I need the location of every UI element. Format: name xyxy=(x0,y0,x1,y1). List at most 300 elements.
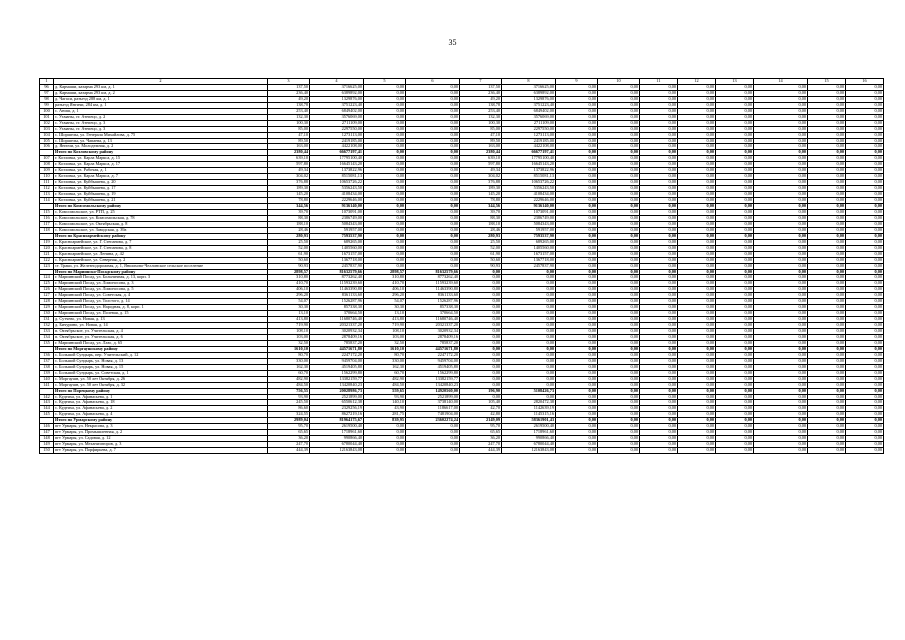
table-row-cell: 3576069,00 xyxy=(502,114,556,120)
table-row-cell: 0,00 xyxy=(754,132,808,138)
table-row-cell: 0,00 xyxy=(502,358,556,364)
table-row-cell: 52,00 xyxy=(460,245,502,251)
table-row-cell: 0,00 xyxy=(598,138,640,144)
table-row-cell: 1718961,60 xyxy=(502,430,556,436)
table-row-cell: 52,00 xyxy=(268,245,310,251)
table-row-cell: 116 xyxy=(40,215,54,221)
table-row-cell: 0,00 xyxy=(556,299,598,305)
table-row-cell: 0,00 xyxy=(640,90,678,96)
table-row-cell: 3738140,00 xyxy=(406,400,460,406)
subtotal-row-cell: 9136140,00 xyxy=(310,204,364,210)
table-row-cell: 0,00 xyxy=(716,370,754,376)
table-row-cell: д. Кармаши, казарма 293 км, д. 1 xyxy=(54,84,268,90)
table-row-cell: 0,00 xyxy=(406,108,460,114)
table-row-cell: 0,00 xyxy=(754,370,808,376)
table-row-cell: 0,00 xyxy=(640,138,678,144)
table-row-cell: 0,00 xyxy=(598,126,640,132)
table-row-cell: 0,00 xyxy=(364,227,406,233)
table-row-cell: 0,00 xyxy=(364,90,406,96)
table-row-cell: 0,00 xyxy=(678,275,716,281)
table-row-cell: 0,00 xyxy=(754,364,808,370)
table-row-cell: 0,00 xyxy=(716,287,754,293)
table-row-cell: 123 xyxy=(40,263,54,269)
table-row-cell: 0,00 xyxy=(460,281,502,287)
table-row-cell: 482,90 xyxy=(364,376,406,382)
table-row-cell: с. Красноармейское, ул. Ленина, д. 42 xyxy=(54,251,268,257)
table-row-cell: 137 xyxy=(40,358,54,364)
table-row-cell: 0,00 xyxy=(808,96,846,102)
table-row-cell: 0,00 xyxy=(598,144,640,150)
table-row-cell: 0,00 xyxy=(640,412,678,418)
table-row-cell: 0,00 xyxy=(640,281,678,287)
table-row-cell: с. Комсомольское, ул. Заводская, д. 39а xyxy=(54,227,268,233)
table-row-cell: 150 xyxy=(40,448,54,454)
table-row-cell: 61,90 xyxy=(460,251,502,257)
table-row-cell: 370664,50 xyxy=(310,311,364,317)
table-row-cell: 0,00 xyxy=(846,340,884,346)
table-row-cell: 11593239,60 xyxy=(310,281,364,287)
header-row-cell: 6 xyxy=(406,79,460,85)
table-row-cell: 0,00 xyxy=(460,275,502,281)
table-row-cell: 149 xyxy=(40,442,54,448)
table-row-cell: 0,00 xyxy=(364,156,406,162)
table-row-cell: 0,00 xyxy=(846,257,884,263)
subtotal-row-cell: 0,00 xyxy=(556,418,598,424)
table-row-cell: 0,00 xyxy=(640,209,678,215)
table-row-cell: 0,00 xyxy=(716,394,754,400)
subtotal-row-cell: 0,00 xyxy=(808,388,846,394)
table-row-cell: 0,00 xyxy=(406,448,460,454)
table-row-cell: 0,00 xyxy=(808,334,846,340)
table-row-cell: 0,00 xyxy=(598,412,640,418)
table-row-cell: 0,00 xyxy=(716,126,754,132)
table-row-cell: 0,00 xyxy=(716,436,754,442)
subtotal-row-cell: 0,00 xyxy=(716,233,754,239)
table-row-cell: 32,50 xyxy=(268,340,310,346)
table-row-cell: 639,10 xyxy=(460,156,502,162)
table-row-cell: с. Кудеиха, ул. Афанасьева, д. 2 xyxy=(54,406,268,412)
table-row-cell: 0,00 xyxy=(678,198,716,204)
table-row-cell: 105,40 xyxy=(460,400,502,406)
subtotal-row-cell: 756,55 xyxy=(268,388,310,394)
table-row-cell: 310,80 xyxy=(364,275,406,281)
table-row-cell: 2419185,00 xyxy=(310,138,364,144)
table-row-cell: 2711109,00 xyxy=(502,120,556,126)
header-row-cell: 16 xyxy=(846,79,884,85)
subtotal-row-cell: 0,00 xyxy=(640,150,678,156)
table-row-cell: с. Большой Сундырь, пер. Учительский, д. 12 xyxy=(54,352,268,358)
header-row-cell: 7 xyxy=(460,79,502,85)
table-row-cell: 0,00 xyxy=(556,245,598,251)
table-row-cell: ст. Траки, ул. Железнодорожная, д. 1, Яншихово-Челлинское сельское поселение xyxy=(54,263,268,269)
table-row-cell: 0,00 xyxy=(716,186,754,192)
table-row-cell: 0,00 xyxy=(406,239,460,245)
table-row-cell: 0,00 xyxy=(406,209,460,215)
table-row-cell: 0,00 xyxy=(640,317,678,323)
table-row-cell: 4422108,00 xyxy=(310,144,364,150)
table-row-cell: 0,00 xyxy=(678,293,716,299)
table-row-cell: 0,00 xyxy=(406,186,460,192)
table-row-cell: 42,80 xyxy=(460,412,502,418)
table-row-cell: 0,00 xyxy=(460,317,502,323)
table-row-cell: 28,46 xyxy=(460,227,502,233)
table-row-cell: 0,00 xyxy=(808,186,846,192)
table-row-cell: 0,00 xyxy=(678,299,716,305)
subtotal-row-cell: 0,00 xyxy=(808,150,846,156)
table-row-cell: 0,00 xyxy=(846,174,884,180)
table-row-cell: 0,00 xyxy=(556,132,598,138)
table-row-cell: 47,10 xyxy=(268,132,310,138)
table-row-cell: с. Большой Сундырь, ул. Новая, д. 15 xyxy=(54,364,268,370)
table-row-cell: 0,00 xyxy=(846,90,884,96)
table-row-cell: с. Красноармейское, ул. Северная, д. 2 xyxy=(54,257,268,263)
table-row-cell: 0,00 xyxy=(808,323,846,329)
subtotal-row-cell: Итого по Мариинско-Посадскому району xyxy=(54,269,268,275)
table-row-cell: 0,00 xyxy=(808,394,846,400)
table-row-cell: 0,00 xyxy=(556,275,598,281)
header-row-cell: 2 xyxy=(54,79,268,85)
table-row-cell: 0,00 xyxy=(364,180,406,186)
table-row-cell: 3576069,00 xyxy=(310,114,364,120)
table-row-cell: 0,00 xyxy=(502,317,556,323)
table-row-cell: 597,80 xyxy=(460,162,502,168)
table-row-cell: 0,00 xyxy=(716,221,754,227)
table-row-cell: 0,00 xyxy=(640,96,678,102)
subtotal-row-cell: 559,65 xyxy=(364,388,406,394)
table-row-cell: 0,00 xyxy=(406,138,460,144)
subtotal-row-cell: 2380,44 xyxy=(268,150,310,156)
table-row-cell: 0,00 xyxy=(598,257,640,263)
table-row-cell: 444,39 xyxy=(268,448,310,454)
table-row-cell: 0,00 xyxy=(808,192,846,198)
table-row-cell: 6389892,00 xyxy=(502,90,556,96)
table-row-cell: г. Мариинский Посад, ул. Полевая, д. 15 xyxy=(54,311,268,317)
table-row-cell: 0,00 xyxy=(716,90,754,96)
table-row-cell: 0,00 xyxy=(460,334,502,340)
table-row-cell: 0,00 xyxy=(678,281,716,287)
table-row-cell: 0,00 xyxy=(754,281,808,287)
table-row-cell: 0,00 xyxy=(808,382,846,388)
table-row-cell: 117 xyxy=(40,221,54,227)
table-row-cell: 0,00 xyxy=(364,257,406,263)
table-row-cell: 163,00 xyxy=(268,144,310,150)
table-row-cell: 137,50 xyxy=(460,84,502,90)
table-row-cell: 719,90 xyxy=(268,323,310,329)
table-row-cell: 0,00 xyxy=(754,442,808,448)
table-row-cell: 370664,50 xyxy=(406,311,460,317)
table-row-cell: 0,00 xyxy=(598,358,640,364)
header-row-cell: 14 xyxy=(754,79,808,85)
table-row-cell: 0,00 xyxy=(640,162,678,168)
table-row-cell: 0,00 xyxy=(716,406,754,412)
subtotal-row-cell: 280,93 xyxy=(460,233,502,239)
table-row-cell: 0,00 xyxy=(808,221,846,227)
table-row-cell: 97 xyxy=(40,90,54,96)
table-row-cell: 376,88 xyxy=(460,180,502,186)
subtotal-row-cell: 0,00 xyxy=(846,388,884,394)
table-row-cell: 0,00 xyxy=(678,334,716,340)
subtotal-row-cell: 0,00 xyxy=(640,388,678,394)
table-row-cell: 145 xyxy=(40,412,54,418)
table-row-cell: 0,00 xyxy=(406,156,460,162)
header-row-cell: 5 xyxy=(364,79,406,85)
table-row-cell: 0,00 xyxy=(502,382,556,388)
table-row-cell: 0,00 xyxy=(364,96,406,102)
table-row-cell: 133 xyxy=(40,329,54,335)
table-row-cell: г. Мариинский Посад, ул. Советская, д. 4 xyxy=(54,293,268,299)
table-row-cell: 0,00 xyxy=(556,424,598,430)
table-row-cell: 0,00 xyxy=(846,430,884,436)
table-row-cell: 124 xyxy=(40,275,54,281)
table-row-cell: 0,00 xyxy=(406,168,460,174)
table-row-cell: 0,00 xyxy=(808,132,846,138)
table-row-cell: 0,00 xyxy=(460,293,502,299)
table-row-cell: 1142639,19 xyxy=(502,406,556,412)
table-row-cell: 0,00 xyxy=(678,323,716,329)
table-row-cell: г. Козловка, ул. Куйбышева, д. 19 xyxy=(54,192,268,198)
table-row-cell: 0,00 xyxy=(556,305,598,311)
table-row-cell: 0,00 xyxy=(808,406,846,412)
table-row-cell: г. Мариинский Посад, ул. Ломоносова, д. 3 xyxy=(54,281,268,287)
table-row-cell: 114 xyxy=(40,198,54,204)
subtotal-row-cell: 0,00 xyxy=(406,150,460,156)
table-row-cell: 32,50 xyxy=(364,340,406,346)
table-row-cell: 50,60 xyxy=(460,257,502,263)
table-row-cell: 0,00 xyxy=(598,406,640,412)
table-row-cell: 0,00 xyxy=(678,209,716,215)
table-row-cell: 0,00 xyxy=(598,317,640,323)
table-row-cell: 0,00 xyxy=(460,340,502,346)
table-row-cell: 639,10 xyxy=(268,156,310,162)
table-row-cell: 85,00 xyxy=(268,126,310,132)
table-row-cell: 1718961,60 xyxy=(310,430,364,436)
table-row-cell: 857338,30 xyxy=(406,305,460,311)
table-row-cell: 0,00 xyxy=(598,394,640,400)
table-row-cell: 0,00 xyxy=(754,340,808,346)
table-row-cell: 0,00 xyxy=(808,144,846,150)
table-row-cell: 0,00 xyxy=(598,352,640,358)
table-row-cell: 2386749,00 xyxy=(310,215,364,221)
subtotal-row-cell: 0,00 xyxy=(598,418,640,424)
table-row-cell: 0,00 xyxy=(556,168,598,174)
table-row-cell: 5084343,00 xyxy=(502,221,556,227)
table-row-cell: 0,00 xyxy=(716,263,754,269)
table-row-cell: 0,00 xyxy=(364,132,406,138)
table-row-cell: 406,10 xyxy=(364,287,406,293)
table-row-cell: 0,00 xyxy=(598,311,640,317)
table-row-cell: 0,00 xyxy=(556,370,598,376)
subtotal-row-cell: 2898,57 xyxy=(268,269,310,275)
table-row-cell: 0,00 xyxy=(598,174,640,180)
subtotal-row-cell: Итого по Моргаушскому району xyxy=(54,346,268,352)
table-row-cell: 0,00 xyxy=(556,257,598,263)
table-row-cell: 90,93 xyxy=(460,263,502,269)
table-row-cell: пгт Урмары, ул. Садовая, д. 12 xyxy=(54,436,268,442)
table-row-cell: 0,00 xyxy=(640,275,678,281)
table-row-cell: с. Шоршелы, ул. Генерала Михайлова, д. 75 xyxy=(54,132,268,138)
table-row-cell: 0,00 xyxy=(678,424,716,430)
table-row-cell: 0,00 xyxy=(406,96,460,102)
table-row-cell: 0,00 xyxy=(556,102,598,108)
table-row-cell: 304,02 xyxy=(460,174,502,180)
table-row-cell: 0,00 xyxy=(556,340,598,346)
table-row-cell: 0,00 xyxy=(640,114,678,120)
table-row-cell: 0,00 xyxy=(754,227,808,233)
table-row-cell: 0,00 xyxy=(640,394,678,400)
subtotal-row-cell: 0,00 xyxy=(808,204,846,210)
table-row-cell: 0,00 xyxy=(640,305,678,311)
table-row-cell: 0,00 xyxy=(716,352,754,358)
table-row-cell: 2247172,20 xyxy=(406,352,460,358)
table-row-cell: 0,00 xyxy=(678,442,716,448)
subtotal-row-cell: 1610,10 xyxy=(364,346,406,352)
table-row-cell: 0,00 xyxy=(640,352,678,358)
table-row-cell: 0,00 xyxy=(640,245,678,251)
table-row-cell: 0,00 xyxy=(598,305,640,311)
table-row-cell: 0,00 xyxy=(598,168,640,174)
table-row-cell: 719,90 xyxy=(364,323,406,329)
subtotal-row-cell: Итого по Козловскому району xyxy=(54,150,268,156)
table-row-cell: 0,00 xyxy=(716,227,754,233)
table-row-cell: 0,00 xyxy=(754,406,808,412)
table-row-cell: 0,00 xyxy=(460,299,502,305)
table-row-cell: 5084343,00 xyxy=(310,221,364,227)
table-row-cell: 0,00 xyxy=(640,257,678,263)
table-row-cell: 188,10 xyxy=(460,221,502,227)
subtotal-row-cell: 0,00 xyxy=(460,269,502,275)
subtotal-row-cell: 7593537,90 xyxy=(502,233,556,239)
table-row-cell: 0,00 xyxy=(754,215,808,221)
subtotal-row-cell: 0,00 xyxy=(598,388,640,394)
table-row-cell: 0,00 xyxy=(808,90,846,96)
table-row-cell: 0,00 xyxy=(678,430,716,436)
table-row-cell: 1073091,00 xyxy=(502,209,556,215)
table-row-cell: 0,00 xyxy=(406,227,460,233)
table-row-cell: 0,00 xyxy=(808,430,846,436)
table-row-cell: 0,00 xyxy=(406,257,460,263)
table-row-cell: 65,65 xyxy=(460,430,502,436)
table-row-cell: 0,00 xyxy=(556,311,598,317)
table-row-cell: 0,00 xyxy=(678,317,716,323)
table-row-cell: 0,00 xyxy=(678,364,716,370)
subtotal-row-cell: 280,93 xyxy=(268,233,310,239)
table-row-cell: 0,00 xyxy=(640,221,678,227)
table-row-cell: 0,00 xyxy=(556,358,598,364)
table-row-cell: 0,00 xyxy=(406,102,460,108)
table-row-cell: 484,50 xyxy=(268,382,310,388)
table-row-cell: 0,00 xyxy=(406,215,460,221)
table-row-cell: 115 xyxy=(40,209,54,215)
table-row-cell: 0,00 xyxy=(716,299,754,305)
table-row-cell: 0,00 xyxy=(678,376,716,382)
table-row-cell: 0,00 xyxy=(640,406,678,412)
subtotal-row-cell: 23602274,24 xyxy=(406,418,460,424)
subtotal-row-cell: 0,00 xyxy=(364,150,406,156)
table-row-cell: 0,00 xyxy=(716,215,754,221)
table-row-cell: 0,00 xyxy=(716,144,754,150)
table-row-cell: 132,30 xyxy=(460,114,502,120)
table-row-cell: 3020932,34 xyxy=(406,329,460,335)
table-row-cell: 0,00 xyxy=(846,102,884,108)
table-row-cell: 0,00 xyxy=(598,334,640,340)
table-row-cell: 0,00 xyxy=(640,84,678,90)
table-row-cell: д. Бичурино, ул. Новая, д. 14 xyxy=(54,323,268,329)
table-row-cell: с. Шоршелы, ул. Чапаева, д. 13 xyxy=(54,138,268,144)
table-row-cell: 0,00 xyxy=(502,334,556,340)
table-row-cell: 0,00 xyxy=(716,358,754,364)
table-row-cell: 0,00 xyxy=(678,227,716,233)
table-row-cell: 0,00 xyxy=(846,108,884,114)
subtotal-row-cell: 2898,57 xyxy=(364,269,406,275)
table-row-cell: 108,10 xyxy=(268,329,310,335)
table-row-cell: 0,00 xyxy=(640,430,678,436)
subtotal-row-cell: 66677197,41 xyxy=(502,150,556,156)
table-row-cell: 0,00 xyxy=(640,424,678,430)
table-row-cell: 0,00 xyxy=(460,376,502,382)
subtotal-row-cell: 0,00 xyxy=(364,204,406,210)
table-row-cell: 0,00 xyxy=(406,180,460,186)
table-row-cell: 142 xyxy=(40,394,54,400)
table-row-cell: 1329876,00 xyxy=(502,96,556,102)
table-row-cell: 0,00 xyxy=(460,311,502,317)
table-row-cell: 90,93 xyxy=(268,263,310,269)
table-row-cell: 0,00 xyxy=(716,138,754,144)
table-row-cell: 100,30 xyxy=(460,120,502,126)
table-row-cell: 147 xyxy=(40,430,54,436)
table-row-cell: 0,00 xyxy=(598,382,640,388)
table-row-cell: 11463390,80 xyxy=(406,287,460,293)
subtotal-row-cell: 0,00 xyxy=(846,233,884,239)
table-row-cell: с. Большой Сундырь, ул. Новая, д. 13 xyxy=(54,358,268,364)
table-row-cell: 0,00 xyxy=(846,299,884,305)
subtotal-row-cell: 0,00 xyxy=(598,150,640,156)
table-row-cell: 125 xyxy=(40,281,54,287)
table-row-cell: 0,00 xyxy=(754,192,808,198)
subtotal-row-cell: 0,00 xyxy=(678,204,716,210)
table-row-cell: 0,00 xyxy=(556,442,598,448)
table-row-cell: 0,00 xyxy=(846,138,884,144)
table-row-cell: 0,00 xyxy=(640,334,678,340)
subtotal-row-cell: 44571671,80 xyxy=(406,346,460,352)
table-row-cell: 0,00 xyxy=(716,251,754,257)
table-row-cell: 0,00 xyxy=(754,305,808,311)
table-row-cell: 0,00 xyxy=(364,168,406,174)
table-row-cell: 105 xyxy=(40,138,54,144)
table-row-cell: 0,00 xyxy=(808,114,846,120)
subtotal-row-cell: 0,00 xyxy=(754,204,808,210)
table-row-cell: 0,00 xyxy=(678,120,716,126)
subtotal-row-cell: 7593537,90 xyxy=(310,233,364,239)
table-row-cell: 0,00 xyxy=(716,400,754,406)
subtotal-row-cell: 0,00 xyxy=(754,150,808,156)
table-row-cell: 0,00 xyxy=(556,287,598,293)
table-row-cell: 484,50 xyxy=(364,382,406,388)
table-row-cell: 2419185,00 xyxy=(502,138,556,144)
table-row-cell: 0,00 xyxy=(678,263,716,269)
table-row-cell: 128 xyxy=(40,299,54,305)
table-row-cell: 2878409,16 xyxy=(310,334,364,340)
table-row-cell: 0,00 xyxy=(754,221,808,227)
table-row-cell: г. Мариинский Посад, ул. Ломоносова, д. 5 xyxy=(54,287,268,293)
table-row-cell: 0,00 xyxy=(502,281,556,287)
subtotal-row-cell: 0,00 xyxy=(502,346,556,352)
table-row-cell: 0,00 xyxy=(364,102,406,108)
table-row-cell: 0,00 xyxy=(556,352,598,358)
table-row-cell: 145,20 xyxy=(268,192,310,198)
table-row-cell: 0,00 xyxy=(846,198,884,204)
table-row-cell: 65,65 xyxy=(268,430,310,436)
table-row-cell: 0,00 xyxy=(598,84,640,90)
